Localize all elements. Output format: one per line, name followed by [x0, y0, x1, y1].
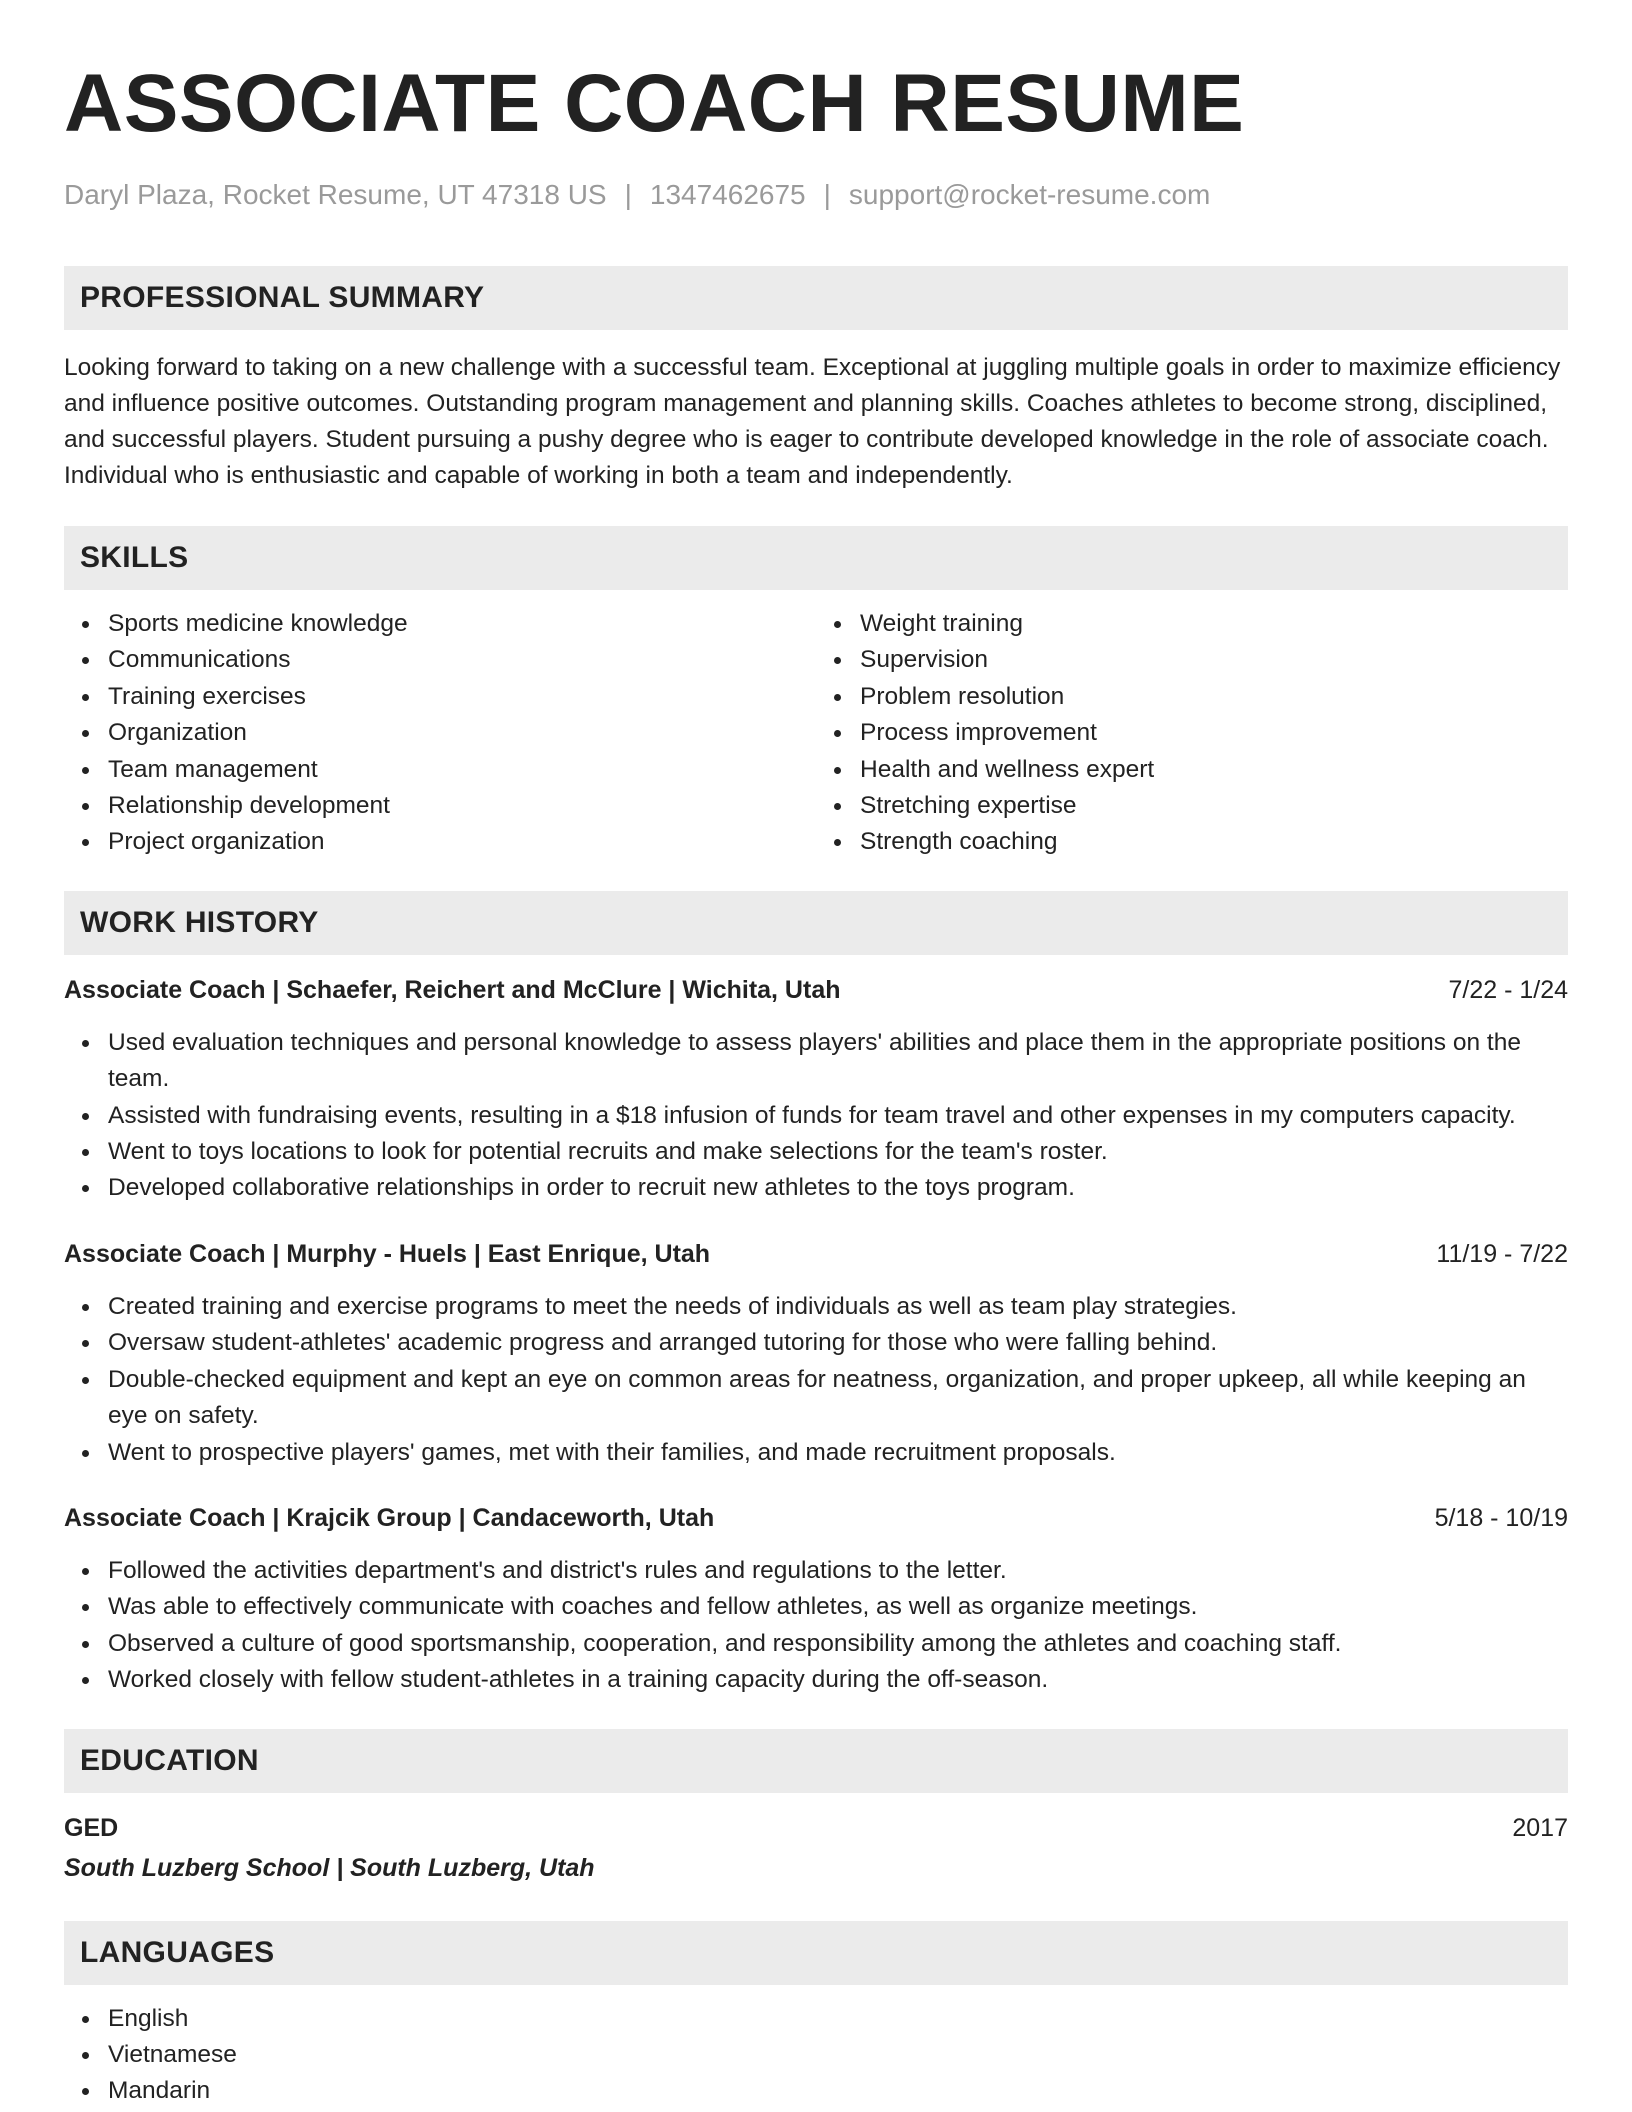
skill-item: Process improvement: [860, 715, 1568, 751]
job-bullet: Was able to effectively communicate with coaches and fellow athletes, as well as organize meetings.: [108, 1589, 1568, 1625]
job-bullet-list: [64, 1553, 1568, 1699]
summary-heading: PROFESSIONAL SUMMARY: [80, 281, 485, 314]
job-bullet: Developed collaborative relationships in order to recruit new athletes to the toys program.: [108, 1170, 1568, 1206]
skill-item: Weight training: [860, 606, 1568, 642]
contact-line: [64, 178, 1568, 212]
education-header: [64, 1811, 1568, 1845]
job-bullet: Double-checked equipment and kept an eye on common areas for neatness, organization, and proper upkeep, all while keeping an eye on safety.: [108, 1362, 1568, 1435]
languages-heading: LANGUAGES: [80, 1935, 275, 1969]
job-title: Associate Coach | Schaefer, Reichert and McClure | Wichita, Utah: [64, 975, 841, 1004]
job-bullet: Used evaluation techniques and personal knowledge to assess players' abilities and place them in the appropriate positions on the team.: [108, 1025, 1568, 1098]
skill-item: Training exercises: [108, 679, 816, 715]
language-item: Vietnamese: [108, 2037, 1568, 2073]
job-dates: 7/22 - 1/24: [1448, 975, 1568, 1004]
skills-list-left: [64, 606, 816, 861]
summary-section-header: [64, 266, 1568, 330]
languages-section-header: [64, 1921, 1568, 1985]
skill-item: Communications: [108, 642, 816, 678]
language-item: English: [108, 2001, 1568, 2037]
skills-list-right: [816, 606, 1568, 861]
skill-item: Sports medicine knowledge: [108, 606, 816, 642]
summary-text: Looking forward to taking on a new challenge with a successful team. Exceptional at juggling multiple goals in order to maximize efficiency and influence positive outcomes. Outstanding program management and planning skills. Coaches athletes to become strong, disciplined, and successful players. Student pursuing a pushy degree who is eager to contribute developed knowledge in the role of associate coach. Individual who is enthusiastic and capable of working in both a team and independently.: [64, 354, 1561, 489]
contact-email: support@rocket-resume.com: [848, 179, 1211, 210]
education-year: 2017: [1512, 1813, 1568, 1842]
skill-item: Organization: [108, 715, 816, 751]
education-school: South Luzberg School | South Luzberg, Utah: [64, 1853, 595, 1882]
language-item: Mandarin: [108, 2073, 1568, 2109]
job-bullet: Created training and exercise programs to meet the needs of individuals as well as team play strategies.: [108, 1289, 1568, 1325]
job-bullet: Observed a culture of good sportsmanship, cooperation, and responsibility among the athletes and coaching staff.: [108, 1626, 1568, 1662]
contact-address: Daryl Plaza, Rocket Resume, UT 47318 US: [64, 179, 607, 210]
job-entry: [64, 1237, 1568, 1471]
job-header: [64, 1501, 1568, 1535]
job-dates: 5/18 - 10/19: [1434, 1503, 1568, 1532]
job-dates: 11/19 - 7/22: [1436, 1239, 1568, 1268]
skills-heading: SKILLS: [80, 541, 189, 574]
page-title: ASSOCIATE COACH RESUME: [64, 58, 1245, 149]
skill-item: Project organization: [108, 824, 816, 860]
contact-phone: 1347462675: [649, 179, 806, 210]
skill-item: Relationship development: [108, 788, 816, 824]
skill-item: Problem resolution: [860, 679, 1568, 715]
skills-grid: [64, 606, 1568, 861]
education-heading: EDUCATION: [80, 1743, 259, 1777]
job-bullet: Assisted with fundraising events, resulting in a $18 infusion of funds for team travel and other expenses in my computers capacity.: [108, 1098, 1568, 1134]
work-heading: WORK HISTORY: [80, 905, 319, 939]
job-bullet: Worked closely with fellow student-athletes in a training capacity during the off-season.: [108, 1662, 1568, 1698]
work-section-header: [64, 891, 1568, 955]
job-bullet-list: [64, 1025, 1568, 1207]
languages-list: [64, 2001, 1568, 2110]
job-header: [64, 1237, 1568, 1271]
job-entry: [64, 973, 1568, 1207]
contact-separator: |: [823, 179, 831, 210]
job-header: [64, 973, 1568, 1007]
job-title: Associate Coach | Krajcik Group | Candaceworth, Utah: [64, 1503, 715, 1532]
job-bullet-list: [64, 1289, 1568, 1471]
job-title: Associate Coach | Murphy - Huels | East Enrique, Utah: [64, 1239, 711, 1268]
job-entry: [64, 1501, 1568, 1699]
contact-separator: |: [624, 179, 632, 210]
skill-item: Supervision: [860, 642, 1568, 678]
skill-item: Strength coaching: [860, 824, 1568, 860]
skill-item: Health and wellness expert: [860, 752, 1568, 788]
skills-section-header: [64, 526, 1568, 590]
education-section-header: [64, 1729, 1568, 1793]
skill-item: Team management: [108, 752, 816, 788]
skill-item: Stretching expertise: [860, 788, 1568, 824]
job-bullet: Oversaw student-athletes' academic progress and arranged tutoring for those who were falling behind.: [108, 1325, 1568, 1361]
job-bullet: Went to toys locations to look for potential recruits and make selections for the team's roster.: [108, 1134, 1568, 1170]
job-bullet: Went to prospective players' games, met with their families, and made recruitment proposals.: [108, 1435, 1568, 1471]
education-degree: GED: [64, 1813, 119, 1842]
job-bullet: Followed the activities department's and district's rules and regulations to the letter.: [108, 1553, 1568, 1589]
